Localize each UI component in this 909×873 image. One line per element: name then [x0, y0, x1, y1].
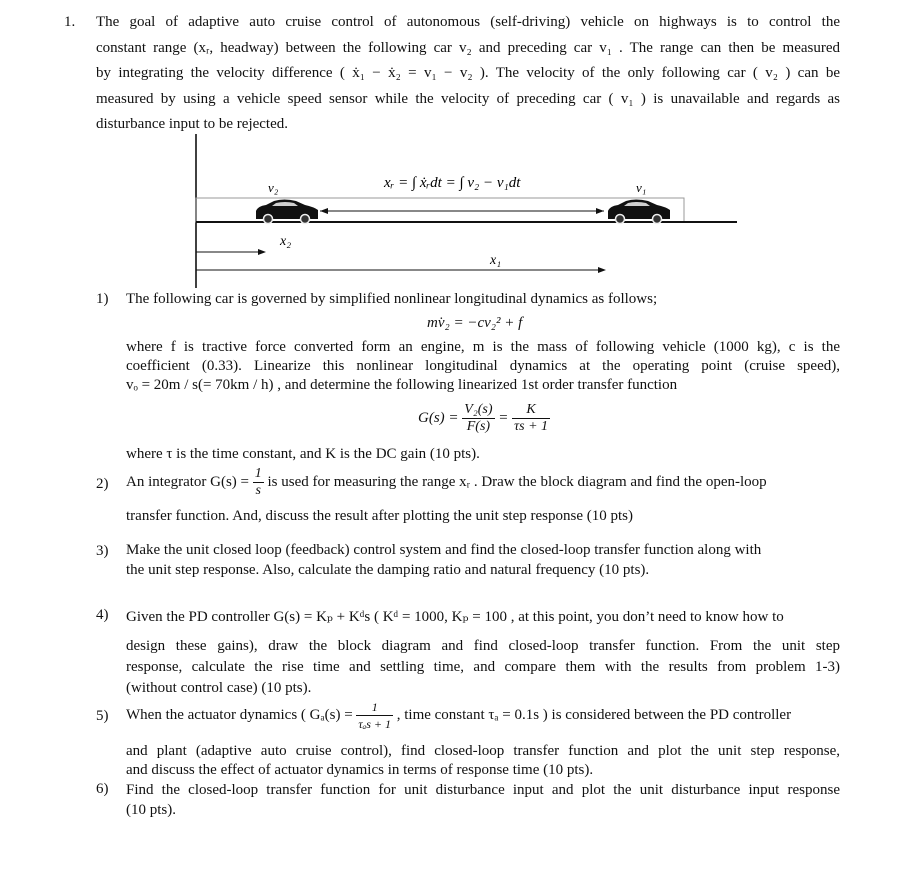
item-2-frac-den: s: [255, 483, 261, 498]
tf-numerator-2: K: [512, 402, 550, 419]
item-5-mid: , time constant τₐ = 0.1s ) is considered between the PD controller: [396, 707, 792, 723]
range-arrow-right-head: [596, 208, 604, 214]
item-4-line-4: (without control case) (10 pts).: [126, 680, 312, 696]
item-5-line-2: and plant (adaptive auto cruise control), find closed-loop transfer function and plot the unit step response,: [126, 743, 840, 759]
item-6-number: 6): [96, 781, 109, 797]
item-4-line-3: response, calculate the rise time and settling time, and compare them with the results from problem 1-3): [126, 659, 840, 675]
label-v2: v₂: [268, 180, 279, 195]
tf-equals: =: [498, 410, 509, 426]
intro-line-1: The goal of adaptive auto cruise control of autonomous (self-driving) vehicle on highways is to control the: [96, 14, 840, 30]
intro-line-5: disturbance input to be rejected.: [96, 116, 289, 132]
item-4-number: 4): [96, 607, 109, 623]
item-4-line-1: Given the PD controller G(s) = Kₚ + Kᵈs ( Kᵈ = 1000, Kₚ = 100 , at this point, you don’t need to know how to: [126, 609, 784, 625]
item-4-paragraph: [126, 636, 840, 699]
item-1-transfer-function: [418, 402, 550, 435]
intro-line-4: measured by using a vehicle speed sensor while the velocity of preceding car ( v₁ ) is unavailable and regards as: [96, 90, 840, 107]
item-2-frac-num: 1: [254, 466, 262, 481]
tf-denominator-2: τs + 1: [514, 419, 549, 434]
item-5-number: 5): [96, 708, 109, 724]
range-arrow-left-head: [320, 208, 328, 214]
x2-arrow-head: [258, 249, 266, 255]
label-range-equation: xᵣ = ∫ ẋᵣdt = ∫ v₂ − v₁dt: [384, 175, 521, 191]
item-1-nonlinear-equation: mv̇₂ = −cv₂² + f: [427, 315, 523, 331]
item-4-line-2: design these gains), draw the block diagram and find closed-loop transfer function. From the unit step: [126, 638, 840, 654]
intro-line-2: constant range (xᵣ, headway) between the following car v₂ and preceding car v₁ . The range can then be measured: [96, 39, 840, 56]
item-2-pre: An integrator G(s) =: [126, 474, 250, 490]
x1-arrow-head: [598, 267, 606, 273]
item-2-number: 2): [96, 476, 109, 492]
item-5-frac-den: τₐs + 1: [358, 717, 391, 731]
item-1-line-1: The following car is governed by simplified nonlinear longitudinal dynamics as follows;: [126, 291, 658, 307]
tf-fraction-2: [512, 402, 550, 435]
cruise-control-diagram: [0, 0, 909, 300]
item-3-line-2: the unit step response. Also, calculate the damping ratio and natural frequency (10 pts).: [126, 562, 650, 578]
label-v1: v₁: [636, 180, 647, 195]
item-2-integrator-fraction: [253, 466, 264, 499]
item-3-number: 3): [96, 543, 109, 559]
preceding-car-icon: [608, 200, 670, 224]
intro-line-3: by integrating the velocity difference ( ẋ₁ − ẋ₂ = v₁ − v₂ ). The velocity of the only following car ( v₂ ) can be: [96, 65, 840, 81]
tf-fraction-1: [462, 402, 494, 435]
item-1-paragraph: [126, 338, 840, 395]
item-3-paragraph: [126, 540, 840, 580]
tf-denominator-1: F(s): [466, 419, 491, 434]
item-5-line-3: and discuss the effect of actuator dynamics in terms of response time (10 pts).: [126, 762, 594, 778]
item-5-pre: When the actuator dynamics ( Gₐ(s) =: [126, 707, 353, 723]
problem-number: 1.: [64, 14, 76, 30]
item-6-line-2: (10 pts).: [126, 802, 176, 818]
tf-numerator-1: V₂(s): [464, 402, 493, 417]
item-5-frac-num: 1: [356, 699, 393, 716]
item-1-number: 1): [96, 291, 109, 307]
item-5-line-1: [126, 699, 840, 732]
item-2-line-2: transfer function. And, discuss the result after plotting the unit step response (10 pts): [126, 508, 633, 524]
following-car-icon: [256, 200, 318, 224]
item-6-line-1: Find the closed-loop transfer function for unit disturbance input and plot the unit disturbance input response: [126, 782, 840, 798]
item-1-para-line-1: where f is tractive force converted form an engine, m is the mass of following vehicle (1000 kg), c is the: [126, 339, 840, 355]
item-1-para-line-3: vₒ = 20m / s(= 70km / h) , and determine the following linearized 1st order transfer function: [126, 377, 678, 393]
item-1-where-line: where τ is the time constant, and K is the DC gain (10 pts).: [126, 446, 480, 462]
item-5-paragraph: [126, 742, 840, 780]
item-2-line-1: [126, 466, 840, 499]
item-6-paragraph: [126, 780, 840, 820]
item-2-post: is used for measuring the range xᵣ . Draw the block diagram and find the open-loop: [267, 474, 767, 490]
item-3-line-1: Make the unit closed loop (feedback) control system and find the closed-loop transfer function along with: [126, 542, 762, 558]
item-5-actuator-fraction: [356, 699, 393, 732]
item-1-para-line-2: coefficient (0.33). Linearize this nonlinear longitudinal dynamics at the operating point (cruise speed),: [126, 358, 840, 374]
label-x2: x₂: [280, 234, 292, 249]
tf-lhs: G(s) =: [418, 410, 459, 426]
label-x1: x₁: [490, 253, 502, 268]
